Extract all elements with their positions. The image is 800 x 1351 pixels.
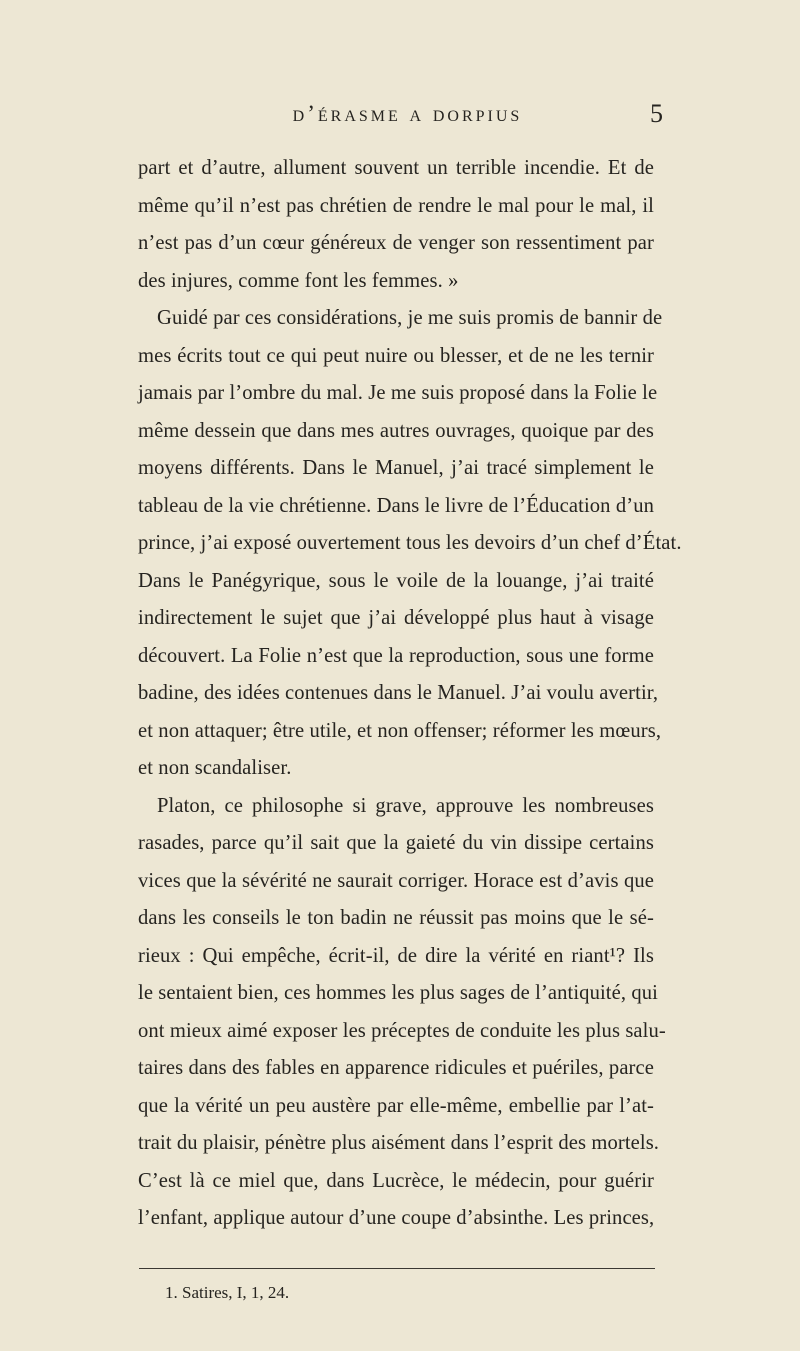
text-line: l’enfant, applique autour d’une coupe d’absinthe. Les princes,	[138, 1207, 655, 1229]
text-line: moyens différents. Dans le Manuel, j’ai tracé simplement le	[138, 457, 654, 479]
text-line: et non scandaliser.	[138, 757, 292, 779]
text-line: et non attaquer; être utile, et non offenser; réformer les mœurs,	[138, 719, 662, 742]
footnote-rule	[139, 1268, 655, 1269]
text-line: C’est là ce miel que, dans Lucrèce, le médecin, pour guérir	[138, 1169, 654, 1192]
text-line: prince, j’ai exposé ouvertement tous les devoirs d’un chef d’État.	[138, 532, 682, 554]
text-line: dans les conseils le ton badin ne réussit pas moins que le sé-	[138, 907, 654, 929]
text-line: même dessein que dans mes autres ouvrages, quoique par des	[138, 419, 654, 442]
text-line: trait du plaisir, pénètre plus aisément dans l’esprit des mortels.	[138, 1132, 660, 1154]
text-line: découvert. La Folie n’est que la reproduction, sous une forme	[138, 644, 654, 667]
text-line: des injures, comme font les femmes. »	[138, 269, 459, 292]
text-line: ont mieux aimé exposer les préceptes de conduite les plus salu-	[138, 1019, 666, 1042]
text-line: part et d’autre, allument souvent un terrible incendie. Et de	[138, 157, 654, 179]
text-line: mes écrits tout ce qui peut nuire ou blesser, et de ne les ternir	[138, 344, 654, 367]
text-line: Platon, ce philosophe si grave, approuve les nombreuses	[157, 794, 654, 817]
text-line: Dans le Panégyrique, sous le voile de la louange, j’ai traité	[138, 569, 654, 592]
running-title: d’érasme a dorpius	[292, 101, 523, 126]
text-line: badine, des idées contenues dans le Manuel. J’ai voulu avertir,	[138, 682, 659, 704]
text-line: Guidé par ces considérations, je me suis promis de bannir de	[157, 307, 663, 329]
text-line: rieux : Qui empêche, écrit-il, de dire la vérité en riant¹? Ils	[138, 944, 654, 967]
text-line: jamais par l’ombre du mal. Je me suis proposé dans la Folie le	[138, 382, 658, 404]
text-line: le sentaient bien, ces hommes les plus sages de l’antiquité, qui	[138, 982, 658, 1004]
body-text	[138, 150, 682, 1238]
footnote: 1. Satires, I, 1, 24.	[165, 1283, 290, 1302]
text-line: indirectement le sujet que j’ai développé plus haut à visage	[138, 607, 654, 629]
text-line: vices que la sévérité ne saurait corriger. Horace est d’avis que	[138, 869, 654, 892]
page-number: 5	[650, 99, 663, 128]
text-line: que la vérité un peu austère par elle-même, embellie par l’at-	[138, 1094, 654, 1117]
text-line: n’est pas d’un cœur généreux de venger son ressentiment par	[138, 232, 654, 254]
text-line: même qu’il n’est pas chrétien de rendre le mal pour le mal, il	[138, 194, 654, 217]
text-line: rasades, parce qu’il sait que la gaieté du vin dissipe certains	[138, 832, 654, 854]
text-line: taires dans des fables en apparence ridicules et puériles, parce	[138, 1057, 654, 1079]
running-head	[160, 94, 663, 134]
text-line: tableau de la vie chrétienne. Dans le livre de l’Éducation d’un	[138, 494, 654, 517]
